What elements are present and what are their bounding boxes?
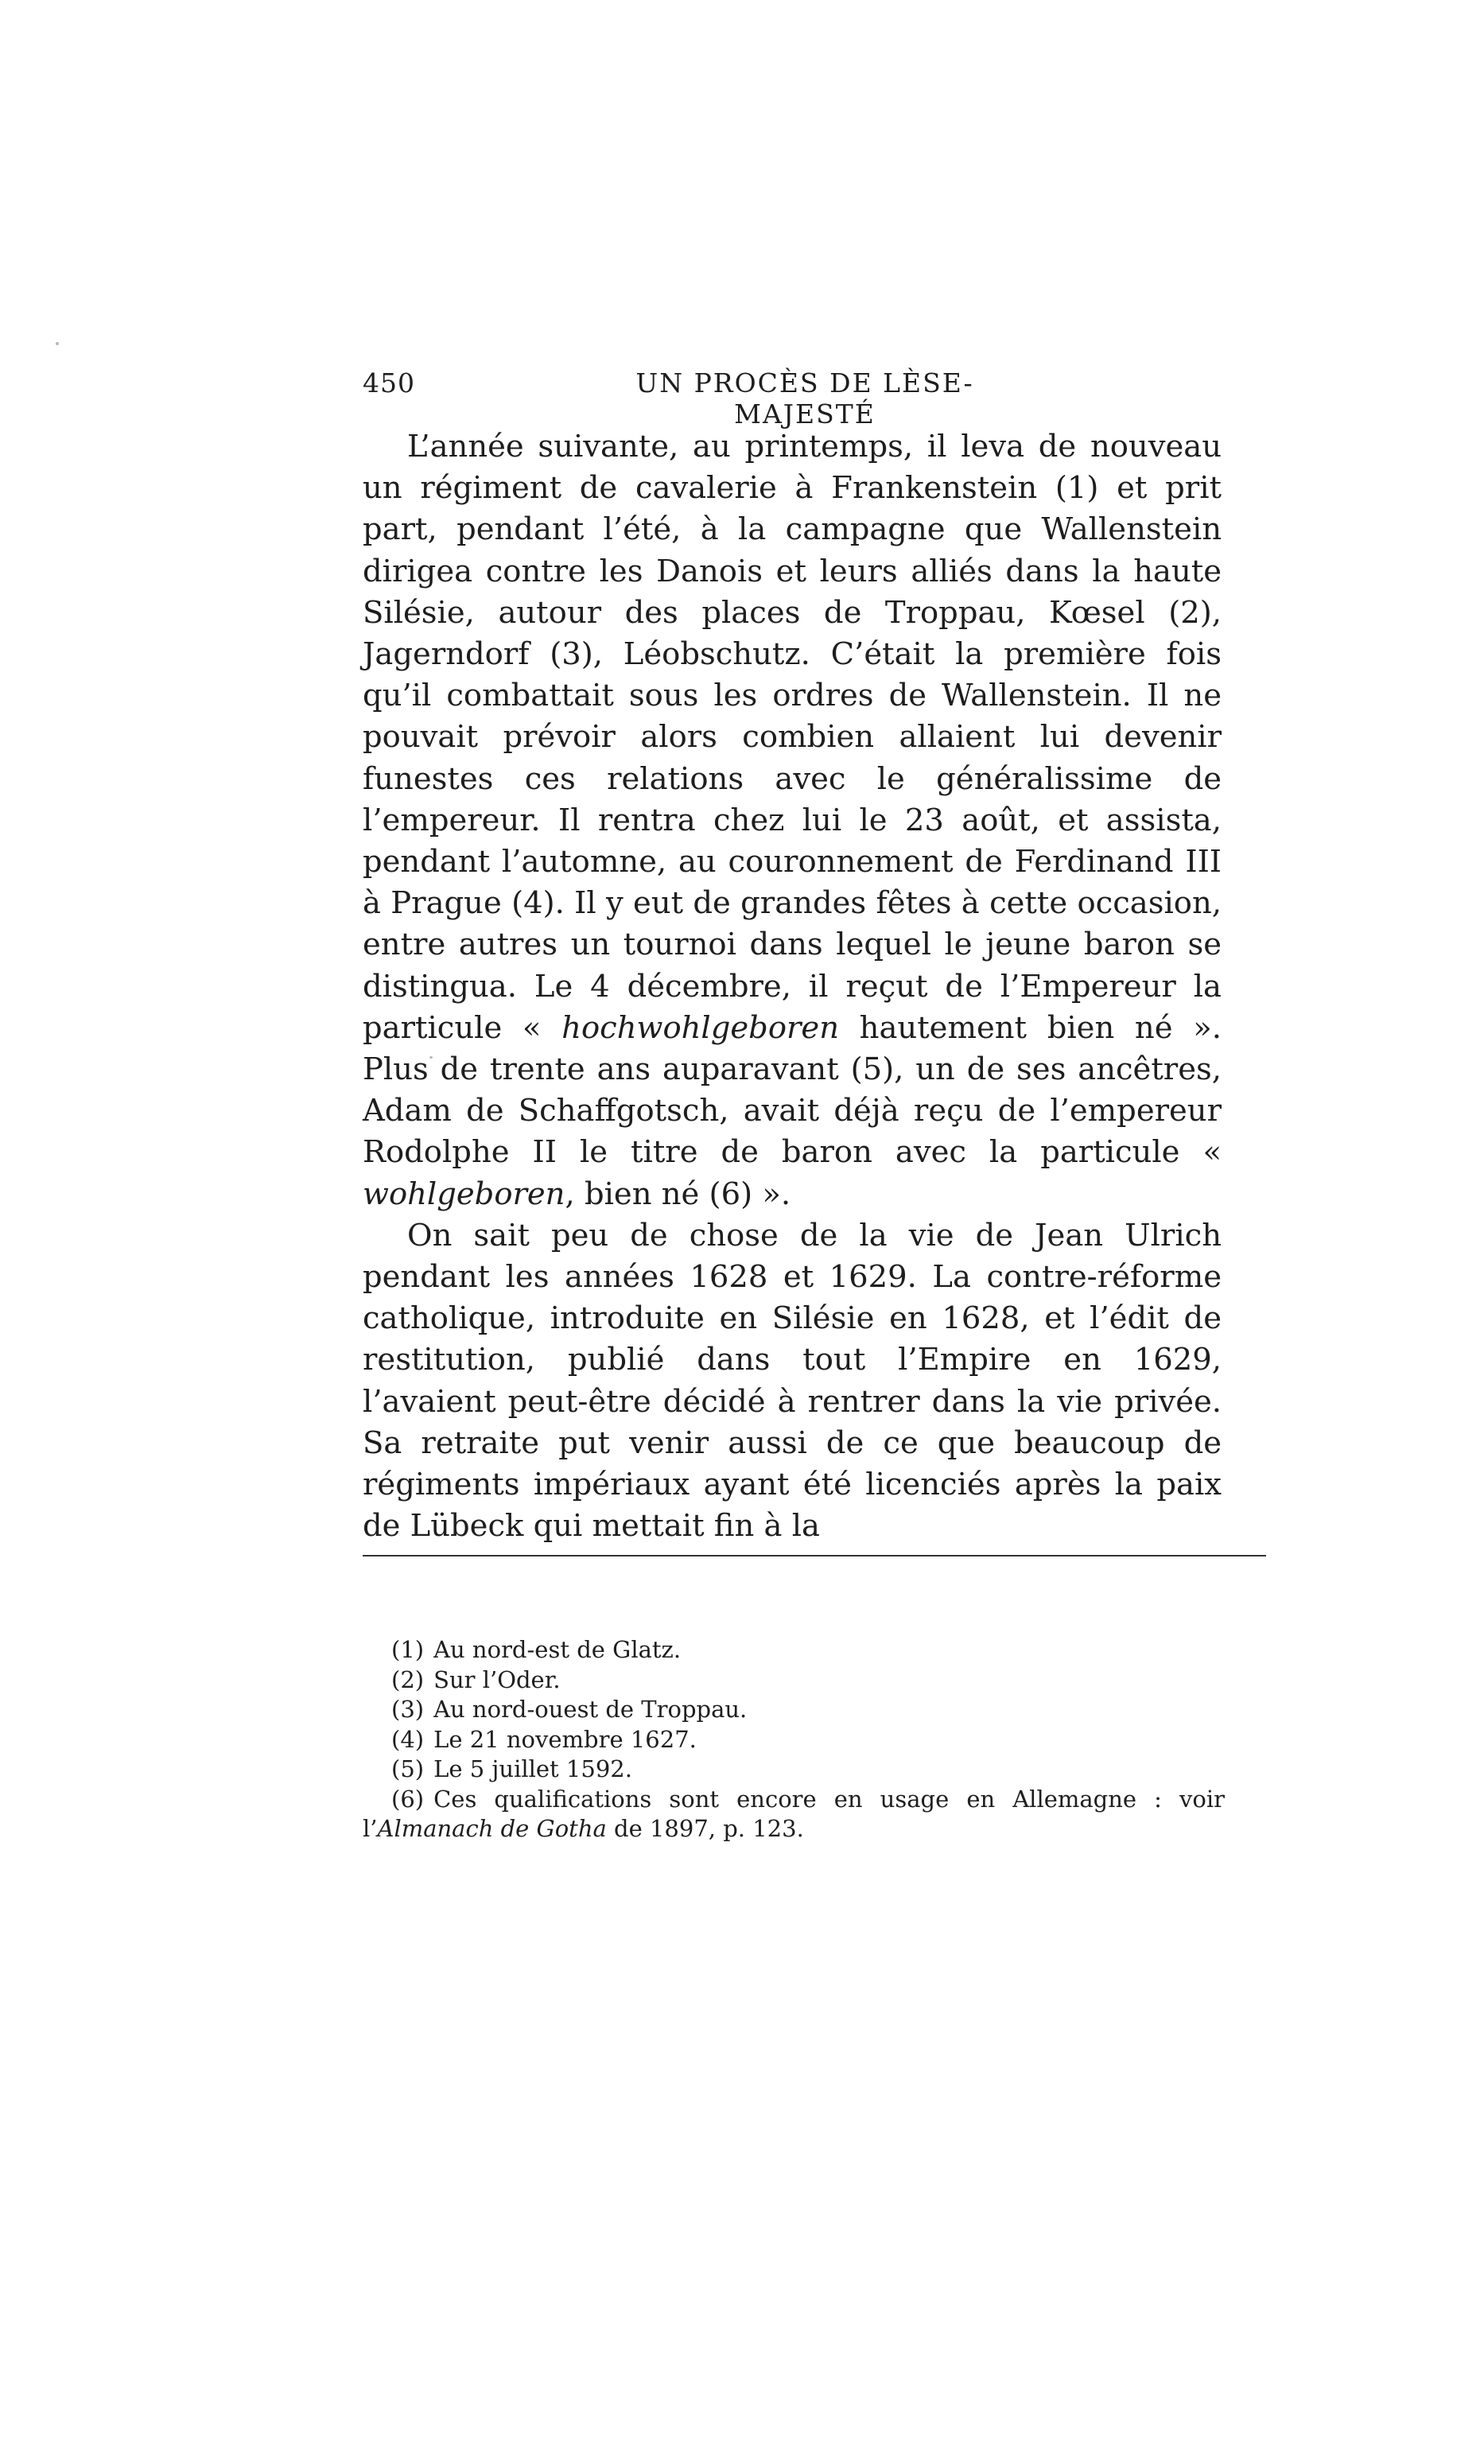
page-number: 450 xyxy=(363,367,415,398)
paragraph xyxy=(363,1215,1222,1548)
footnote xyxy=(363,1695,1225,1725)
footnote-number: (2) xyxy=(391,1665,425,1693)
text-run: hautement bien né ». Plus de trente ans auparavant (5), un de ses ancêtres, Adam de Schaffgotsch, avait déjà reçu de l’empereur Rodolphe II le titre de baron avec la particule « xyxy=(363,1009,1222,1171)
footnote xyxy=(363,1755,1225,1785)
footnote-number: (5) xyxy=(391,1755,425,1782)
footnote-number: (4) xyxy=(391,1725,425,1753)
footnote-number: (6) xyxy=(391,1785,425,1813)
text-run: Au nord-est de Glatz. xyxy=(433,1636,682,1663)
text-run: Ces qualifications sont encore en usage en Allemagne : voir l’ xyxy=(363,1785,1225,1842)
footnote xyxy=(363,1725,1225,1755)
footnote xyxy=(363,1785,1225,1844)
running-title: UN PROCÈS DE LÈSE-MAJESTÉ xyxy=(635,367,974,429)
text-run: L’année suivante, au printemps, il leva de nouveau un régiment de cavalerie à Frankenstein (1) et prit part, pendant l’été, à la campagne que Wallenstein dirigea contre les Danois et leurs alliés dans la haute Silésie, autour des places de Troppau, Kœsel (2), Jagerndorf (3), Léobschutz. C’était la première fois qu’il combattait sous les ordres de Wallenstein. Il ne pouvait prévoir alors combien allaient lui devenir funestes ces relations avec le généralissime de l’empereur. Il rentra chez lui le 23 août, et assista, pendant l’automne, au couronnement de Ferdinand III à Prague (4). Il y eut de grandes fêtes à cette occasion, entre autres un tournoi dans lequel le jeune baron se distingua. Le 4 décembre, il reçut de l’Empereur la particule « xyxy=(363,429,1222,1046)
text-run: , bien né (6) ». xyxy=(565,1176,791,1212)
paper-speck xyxy=(56,342,59,345)
footnote-number: (3) xyxy=(391,1696,425,1723)
footnotes xyxy=(363,1635,1225,1844)
running-header xyxy=(363,367,1261,429)
text-run: Sur l’Oder. xyxy=(433,1665,561,1693)
text-run: On sait peu de chose de la vie de Jean Ulrich pendant les années 1628 et 1629. La contre-réforme catholique, introduite en Silésie en 1628, et l’édit de restitution, publié dans tout l’Empire en 1629, l’avaient peut-être décidé à rentrer dans la vie privée. Sa retraite put venir aussi de ce que beaucoup de régiments impériaux ayant été licenciés après la paix de Lübeck qui mettait fin à la xyxy=(363,1217,1222,1545)
footnote-divider xyxy=(363,1555,1266,1557)
footnote xyxy=(363,1665,1225,1696)
paragraph xyxy=(363,426,1222,1215)
italic-text: hochwohlgeboren xyxy=(561,1009,839,1046)
text-run: Le 21 novembre 1627. xyxy=(433,1725,697,1753)
footnote-number: (1) xyxy=(391,1636,425,1663)
italic-text: wohlgeboren xyxy=(363,1176,565,1212)
text-run: Au nord-ouest de Troppau. xyxy=(433,1696,748,1723)
text-run: Le 5 juillet 1592. xyxy=(433,1755,632,1782)
body-text xyxy=(363,426,1222,1547)
italic-text: Almanach de Gotha xyxy=(377,1815,607,1842)
text-run: de 1897, p. 123. xyxy=(606,1815,804,1842)
footnote xyxy=(363,1635,1225,1665)
